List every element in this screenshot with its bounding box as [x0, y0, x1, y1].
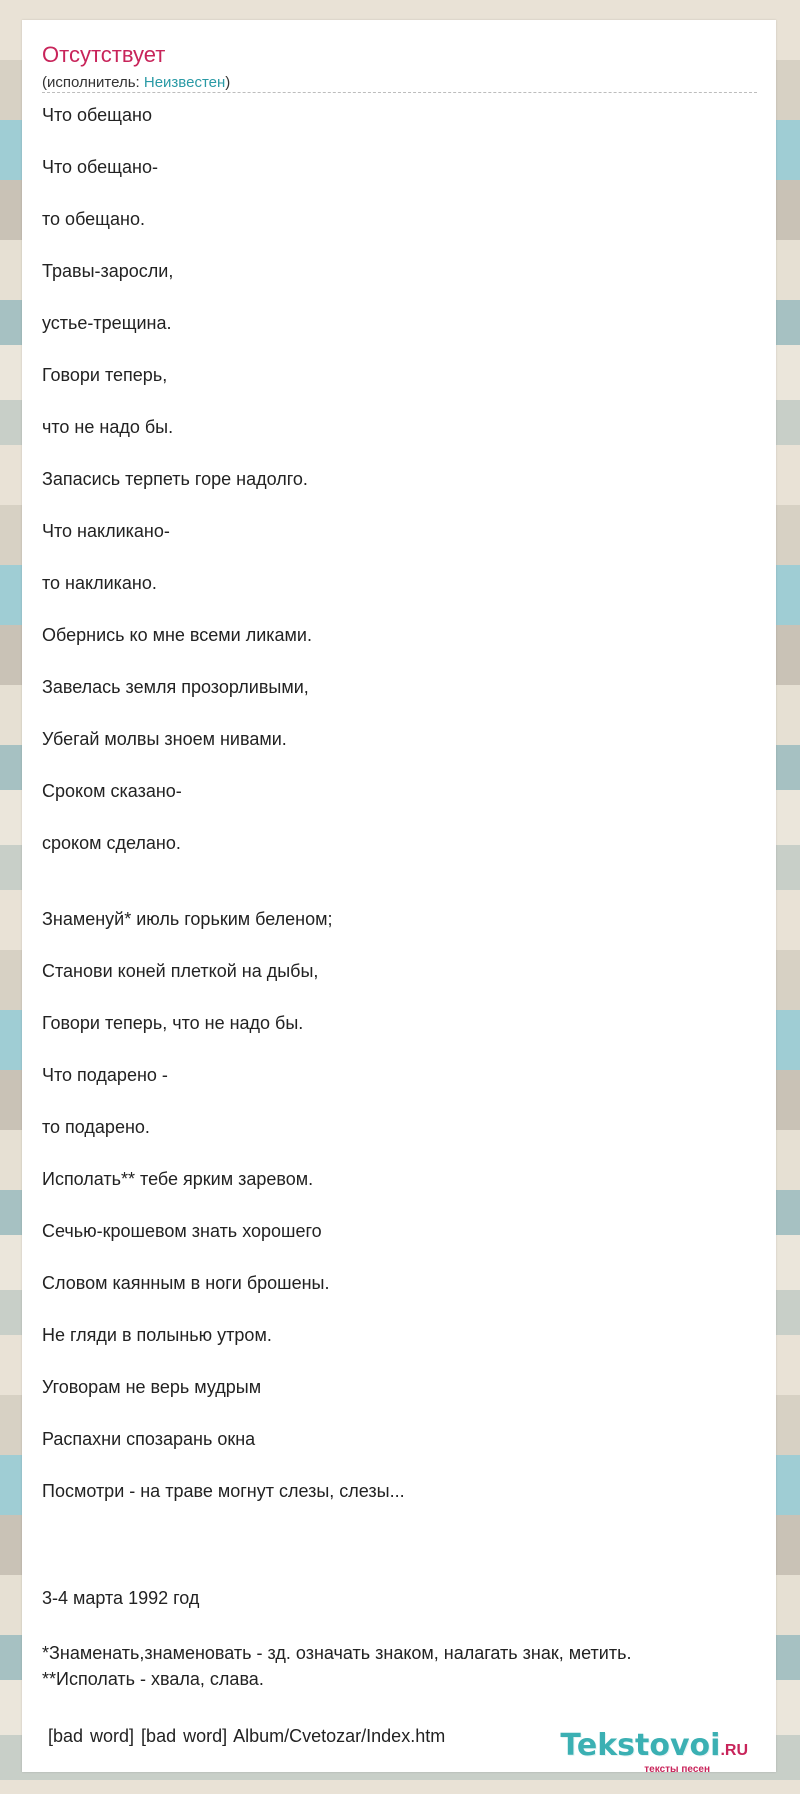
lyric-line: Травы-заросли, — [42, 261, 174, 281]
title-divider — [42, 92, 757, 93]
lyric-line: Не гляди в полынью утром. — [42, 1325, 272, 1345]
logo-main-text: Tekstovoi — [560, 1728, 721, 1763]
lyric-line: Что накликано- — [42, 521, 170, 541]
artist-prefix: (исполнитель: — [42, 74, 144, 91]
artist-link[interactable]: Неизвестен — [143, 74, 226, 91]
lyric-line: Что обещано — [42, 105, 152, 125]
lyric-line: Станови коней плеткой на дыбы, — [42, 961, 319, 981]
footnotes — [42, 1640, 631, 1692]
lyric-line: Распахни спозарань окна — [42, 1429, 256, 1449]
lyric-line: Обернись ко мне всеми ликами. — [42, 625, 312, 645]
lyric-line: Завелась земля прозорливыми, — [42, 677, 309, 697]
lyric-line: то накликано. — [42, 573, 157, 593]
lyric-line: Посмотри - на траве могнут слезы, слезы... — [42, 1481, 405, 1501]
lyric-line: Сроком сказано- — [42, 781, 182, 801]
footnote: *Знаменать,знаменовать - зд. означать знаком, налагать знак, метить. — [42, 1643, 632, 1663]
lyric-line: Говори теперь, — [42, 365, 168, 385]
lyric-line: сроком сделано. — [42, 833, 181, 853]
lyric-line: Уговорам не верь мудрым — [42, 1377, 262, 1397]
lyric-line: Что обещано- — [42, 157, 158, 177]
lyrics-card — [22, 20, 776, 1775]
lyric-line: устье-трещина. — [42, 313, 172, 333]
lyric-line: Что подарено - — [42, 1065, 168, 1085]
lyric-line: Исполать** тебе ярким заревом. — [42, 1169, 314, 1189]
lyrics-body — [42, 104, 762, 1532]
lyric-line: Словом каянным в ноги брошены. — [42, 1273, 330, 1293]
logo-tagline: тексты песен — [644, 1764, 710, 1775]
lyric-line: Говори теперь, что не надо бы. — [42, 1013, 304, 1033]
date-line: 3-4 марта 1992 год — [42, 1588, 200, 1608]
lyric-line: то обещано. — [42, 209, 145, 229]
site-logo[interactable] — [560, 1728, 748, 1775]
artist-line — [42, 74, 230, 91]
artist-suffix: ) — [225, 74, 231, 91]
lyric-line: Убегай молвы зноем нивами. — [42, 729, 287, 749]
logo-domain-text: .RU — [720, 1742, 748, 1759]
song-title: Отсутствует — [42, 42, 166, 67]
lyric-line: Сечью-крошевом знать хорошего — [42, 1221, 322, 1241]
lyric-line: что не надо бы. — [42, 417, 174, 437]
lyric-line: Запасись терпеть горе надолго. — [42, 469, 308, 489]
footnote: **Исполать - хвала, слава. — [42, 1669, 264, 1689]
lyric-line: Знаменуй* июль горьким беленом; — [42, 909, 333, 929]
source-line: [bad word] [bad word] Album/Cvetozar/Index.htm — [48, 1726, 446, 1746]
stanza-spacer — [42, 884, 762, 908]
lyric-line: то подарено. — [42, 1117, 150, 1137]
